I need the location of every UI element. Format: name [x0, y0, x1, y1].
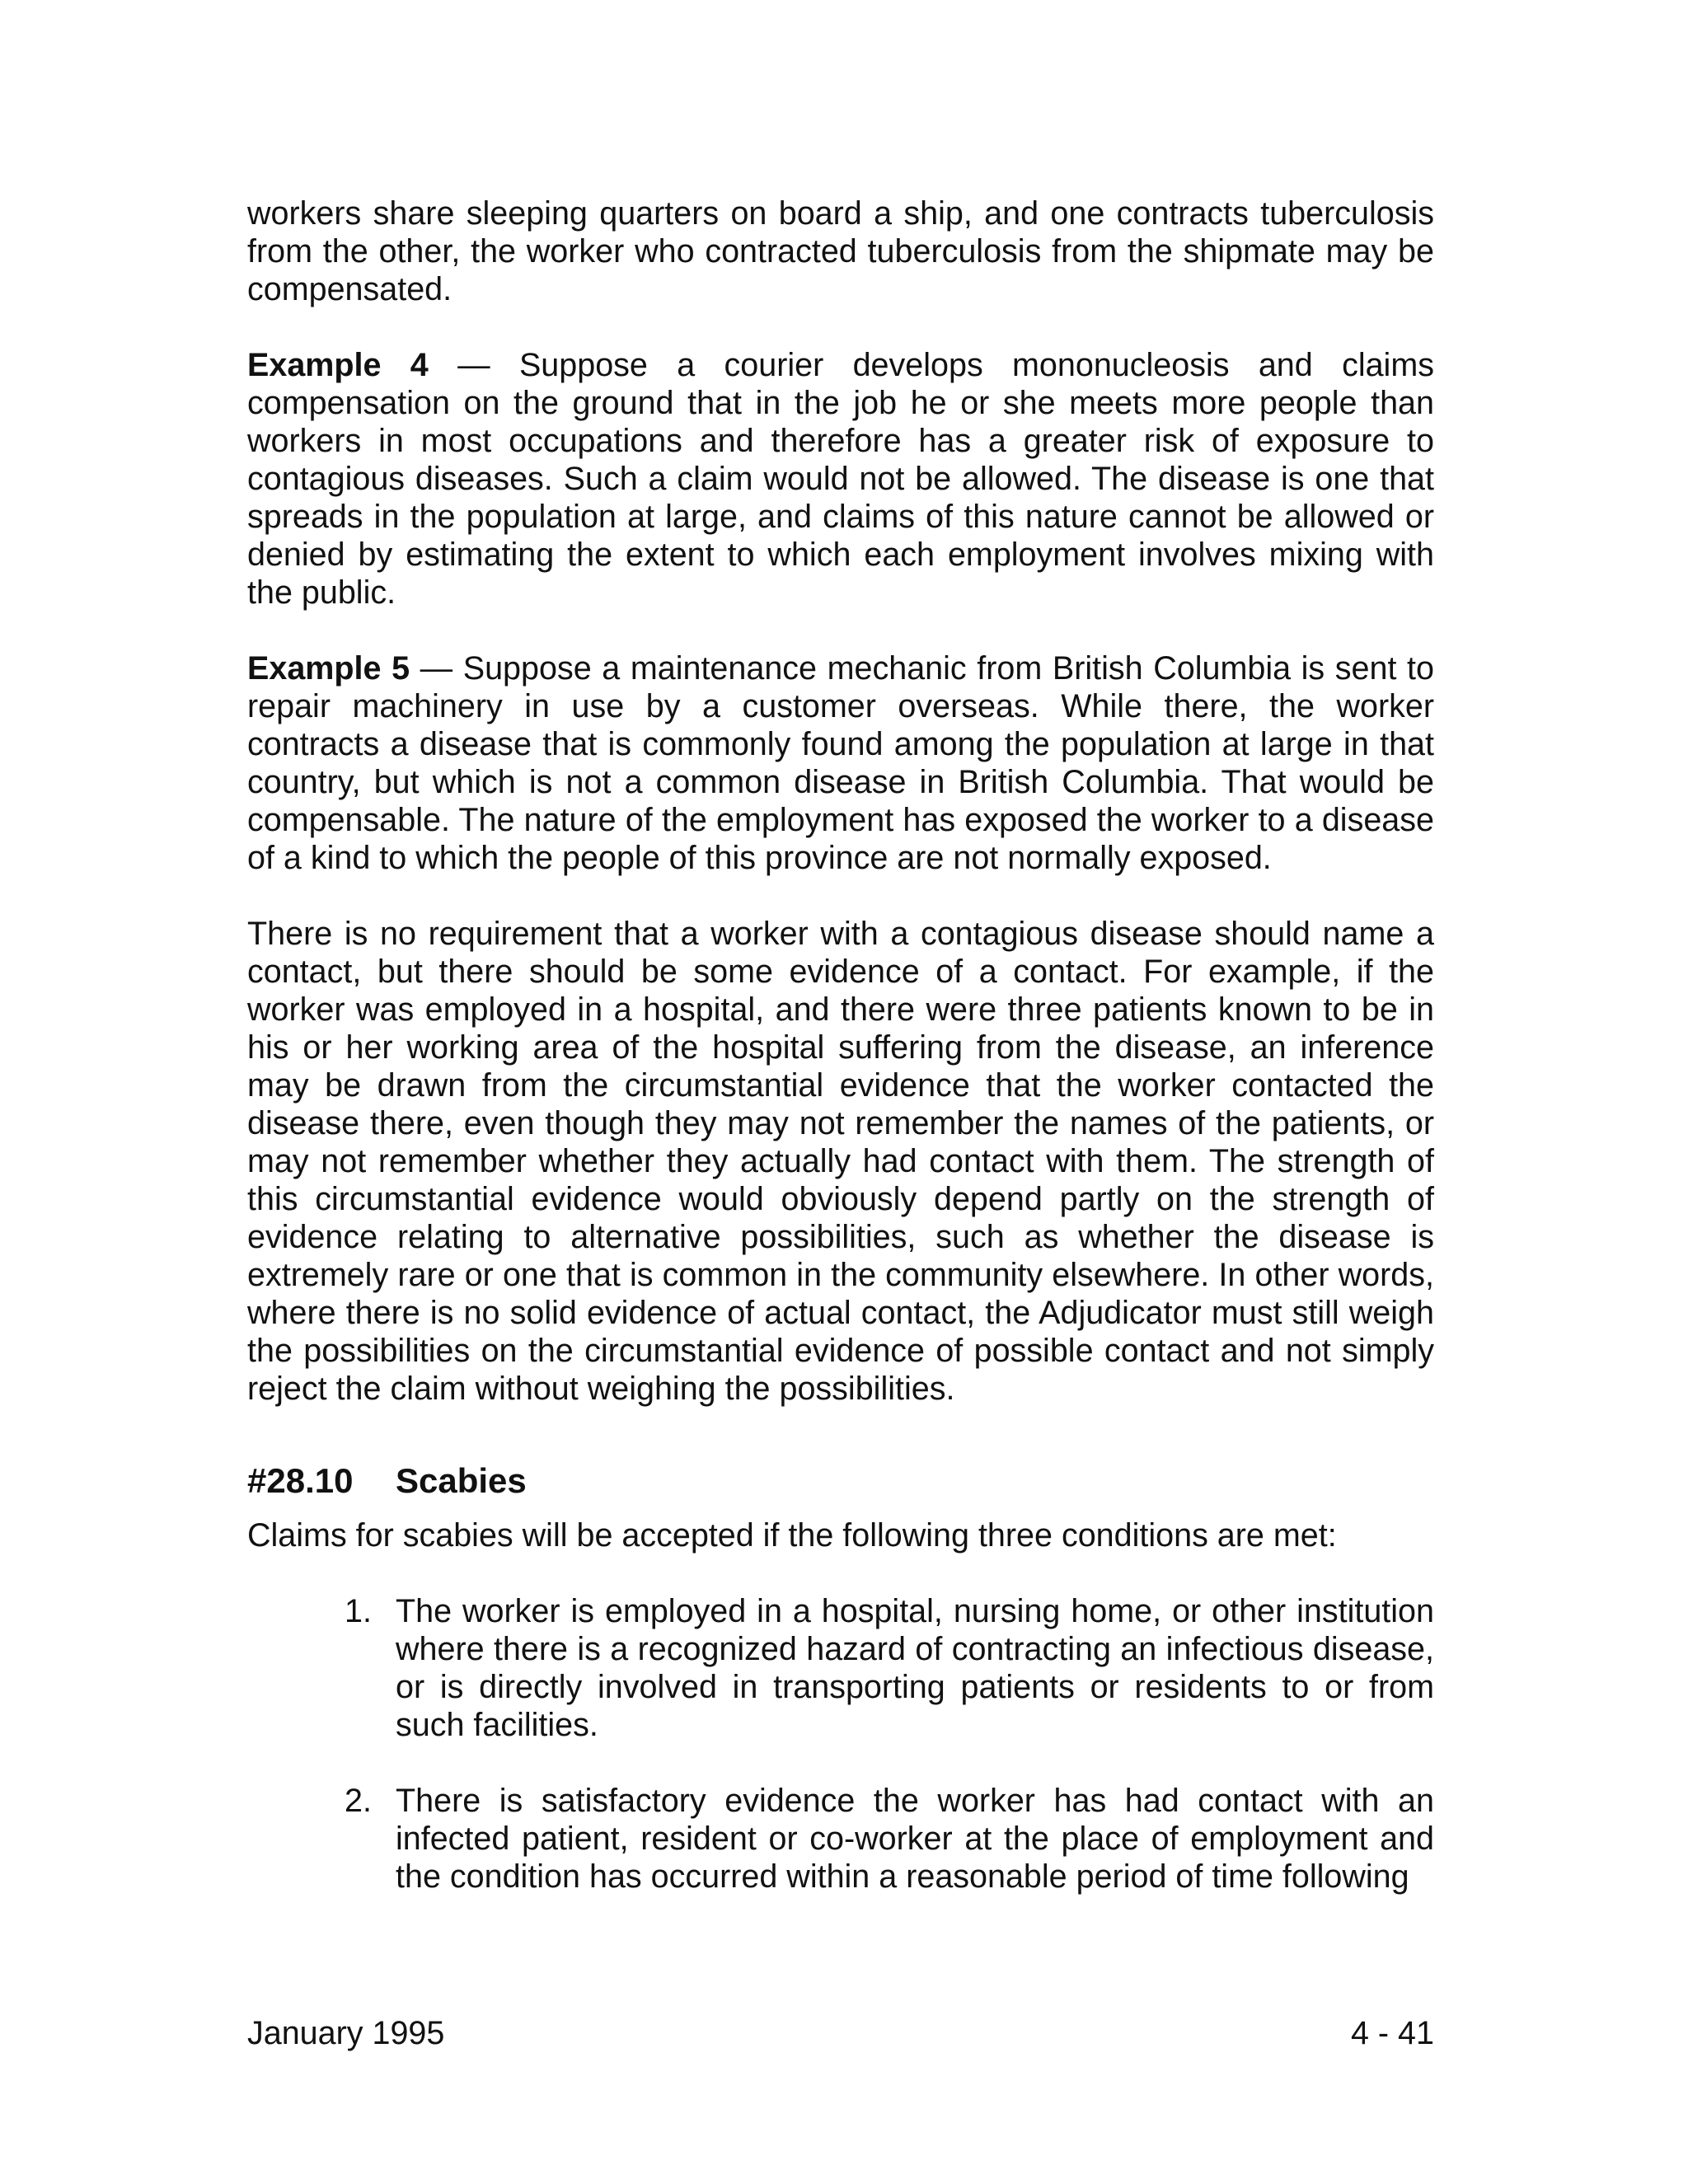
condition-marker: 2.: [345, 1783, 372, 1819]
section-intro: Claims for scabies will be accepted if the following three conditions are met:: [247, 1517, 1337, 1554]
footer-page-number: 4 - 41: [1350, 2015, 1434, 2051]
page-content: [247, 194, 1434, 1896]
section-title: Scabies: [396, 1461, 527, 1500]
footer-date: January 1995: [247, 2015, 445, 2051]
section-heading: [247, 1460, 1434, 1502]
section-number: #28.10: [247, 1461, 354, 1500]
example-4-label: Example 4: [247, 347, 429, 383]
condition-item: [247, 1782, 1434, 1896]
example-5-paragraph: [247, 649, 1434, 877]
example-5-text: — Suppose a maintenance mechanic from British Columbia is sent to repair machinery in use by a customer overseas. While there, the worker contracts a disease that is commonly found among the population at large in that country, but which is not a common disease in British Columbia. That would be compensable. The nature of the employment has exposed the worker to a disease of a kind to which the people of this province are not normally exposed.: [247, 650, 1434, 876]
condition-marker: 1.: [345, 1593, 372, 1629]
condition-text: There is satisfactory evidence the worker has had contact with an infected patient, resident or co-worker at the place of employment and the condition has occurred within a reasonable period of time following: [396, 1783, 1434, 1895]
continuation-paragraph: workers share sleeping quarters on board a ship, and one contracts tuberculosis from the other, the worker who contracted tuberculosis from the shipmate may be compensated.: [247, 195, 1434, 307]
page-footer: [247, 2014, 1434, 2052]
condition-text: The worker is employed in a hospital, nursing home, or other institution where there is a recognized hazard of contracting an infectious disease, or is directly involved in transporting patients or residents to or from such facilities.: [396, 1593, 1434, 1743]
condition-item: [247, 1592, 1434, 1744]
example-5-label: Example 5: [247, 650, 410, 687]
conditions-list: [247, 1592, 1434, 1896]
contact-paragraph: There is no requirement that a worker with a contagious disease should name a contact, but there should be some evidence of a contact. For example, if the worker was employed in a hospital, and there were three patients known to be in his or her working area of the hospital suffering from the disease, an inference may be drawn from the circumstantial evidence that the worker contacted the disease there, even though they may not remember the names of the patients, or may not remember whether they actually had contact with them. The strength of this circumstantial evidence would obviously depend partly on the strength of evidence relating to alternative possibilities, such as whether the disease is extremely rare or one that is common in the community elsewhere. In other words, where there is no solid evidence of actual contact, the Adjudicator must still weigh the possibilities on the circumstantial evidence of possible contact and not simply reject the claim without weighing the possibilities.: [247, 916, 1434, 1407]
example-4-paragraph: [247, 346, 1434, 612]
example-4-text: — Suppose a courier develops mononucleosis and claims compensation on the ground that in the job he or she meets more people than workers in most occupations and therefore has a greater risk of exposure to contagious diseases. Such a claim would not be allowed. The disease is one that spreads in the population at large, and claims of this nature cannot be allowed or denied by estimating the extent to which each employment involves mixing with the public.: [247, 347, 1434, 611]
